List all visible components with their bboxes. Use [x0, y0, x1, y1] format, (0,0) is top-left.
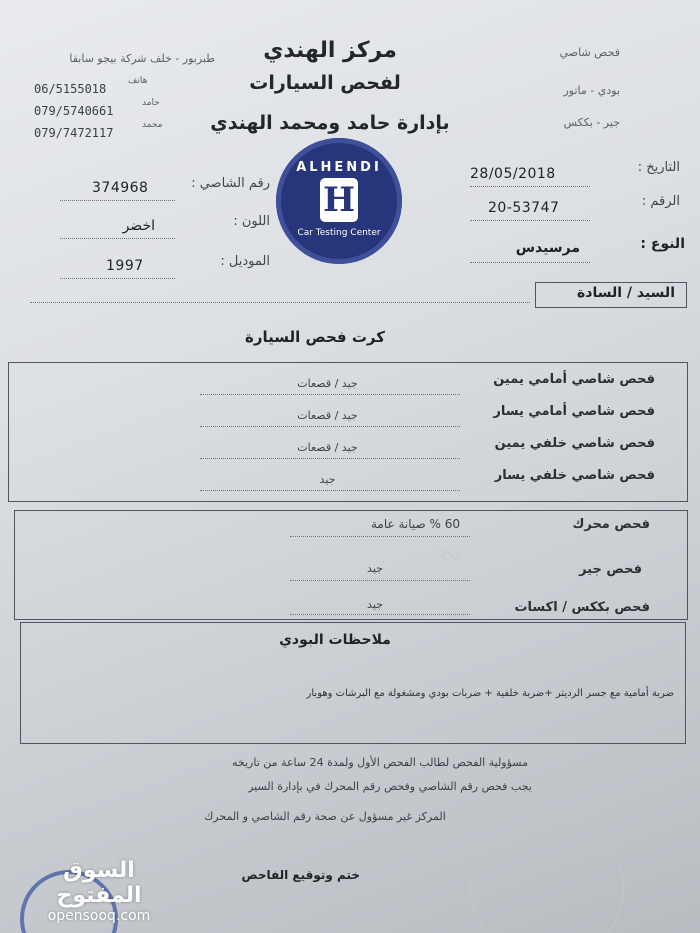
dotted-rule — [60, 200, 175, 201]
date-value: 28/05/2018 — [470, 166, 556, 182]
phone-label: هاتف — [128, 76, 148, 86]
number-label: الرقم : — [641, 194, 680, 209]
signature-label: ختم وتوقيع الفاحص — [241, 868, 360, 882]
color-label: اللون : — [233, 214, 270, 229]
dotted-rule — [200, 426, 460, 427]
footer-note: مسؤولية الفحص لطالب الفحص الأول ولمدة 24 ساعة من تاريخه — [232, 756, 528, 769]
dotted-rule — [290, 580, 470, 581]
check-value: جيد / قصعات — [297, 377, 358, 390]
body-notes-title: ملاحظات البودي — [279, 632, 391, 648]
dotted-rule — [290, 614, 470, 615]
chassis-label: رقم الشاصي : — [191, 176, 270, 191]
dotted-rule — [200, 394, 460, 395]
service-item: جير - بككس — [563, 116, 620, 129]
color-value: اخضر — [122, 218, 155, 234]
dotted-rule — [470, 220, 590, 221]
type-label: النوع : — [640, 236, 685, 252]
center-management: بإدارة حامد ومحمد الهندي — [210, 112, 450, 134]
phone-number: 079/7472117 — [34, 126, 114, 140]
check-value: جيد — [367, 562, 383, 575]
footer-note: المركز غير مسؤول عن صحة رقم الشاصي و المحرك — [204, 810, 446, 823]
faint-logo-mark: ∾ — [440, 540, 462, 570]
date-label: التاريخ : — [637, 160, 680, 175]
center-subtitle: لفحص السيارات — [249, 72, 401, 94]
dotted-rule — [470, 186, 590, 187]
dotted-rule — [60, 278, 175, 279]
dotted-rule — [200, 458, 460, 459]
check-label: فحص جير — [579, 562, 642, 577]
footer-note: يجب فحص رقم الشاصي وفحص رقم المحرك في بإدارة السير — [248, 780, 532, 793]
alhendi-logo — [276, 138, 402, 264]
type-value: مرسيدس — [515, 240, 580, 256]
service-item: بودي - ماتور — [563, 84, 620, 97]
number-value: 20-53747 — [488, 200, 560, 216]
check-value: جيد — [319, 473, 336, 486]
check-value: جيد / قصعات — [297, 441, 358, 454]
check-label: فحص شاصي خلفي يسار — [494, 468, 655, 483]
service-item: فحص شاصي — [559, 46, 620, 59]
check-label: فحص بككس / اكسات — [514, 600, 650, 615]
faint-stamp-mark — [470, 810, 624, 933]
phone-label: محمد — [142, 120, 163, 130]
check-value: جيد — [367, 598, 383, 611]
check-label: فحص شاصي أمامي يمين — [493, 372, 655, 387]
check-label: فحص شاصي أمامي يسار — [493, 404, 655, 419]
chassis-value: 374968 — [92, 180, 149, 196]
dotted-rule — [30, 302, 530, 303]
card-title: كرت فحص السيارة — [245, 328, 385, 346]
check-label: فحص شاصي خلفي يمين — [494, 436, 655, 451]
watermark-arabic: السوق المفتوح — [56, 858, 142, 908]
opensooq-watermark — [24, 858, 174, 924]
logo-letter: H — [320, 178, 358, 222]
watermark-latin: opensooq.com — [47, 908, 151, 924]
address: طبربور - خلف شركة بيجو سابقا — [69, 52, 215, 65]
model-label: الموديل : — [220, 254, 270, 269]
owner-label: السيد / السادة — [577, 285, 675, 301]
dotted-rule — [290, 536, 470, 537]
logo-bottom-text: Car Testing Center — [297, 228, 381, 238]
dotted-rule — [60, 238, 175, 239]
center-title: مركز الهندي — [263, 38, 397, 63]
phone-number: 079/5740661 — [34, 104, 114, 118]
model-value: 1997 — [106, 258, 144, 274]
check-label: فحص محرك — [572, 517, 650, 532]
check-value: جيد / قصعات — [297, 409, 358, 422]
dotted-rule — [200, 490, 460, 491]
logo-top-text: ALHENDI — [296, 160, 382, 175]
phone-label: حامد — [142, 98, 160, 108]
check-value: 60 % صيانة عامة — [370, 517, 460, 531]
body-notes-line: ضربة أمامية مع جسر الرديتر +ضربة خلفية + ضربات بودي ومشغولة مع البرشات وهوبار — [306, 688, 674, 699]
phone-number: 06/5155018 — [34, 82, 107, 96]
dotted-rule — [470, 262, 590, 263]
